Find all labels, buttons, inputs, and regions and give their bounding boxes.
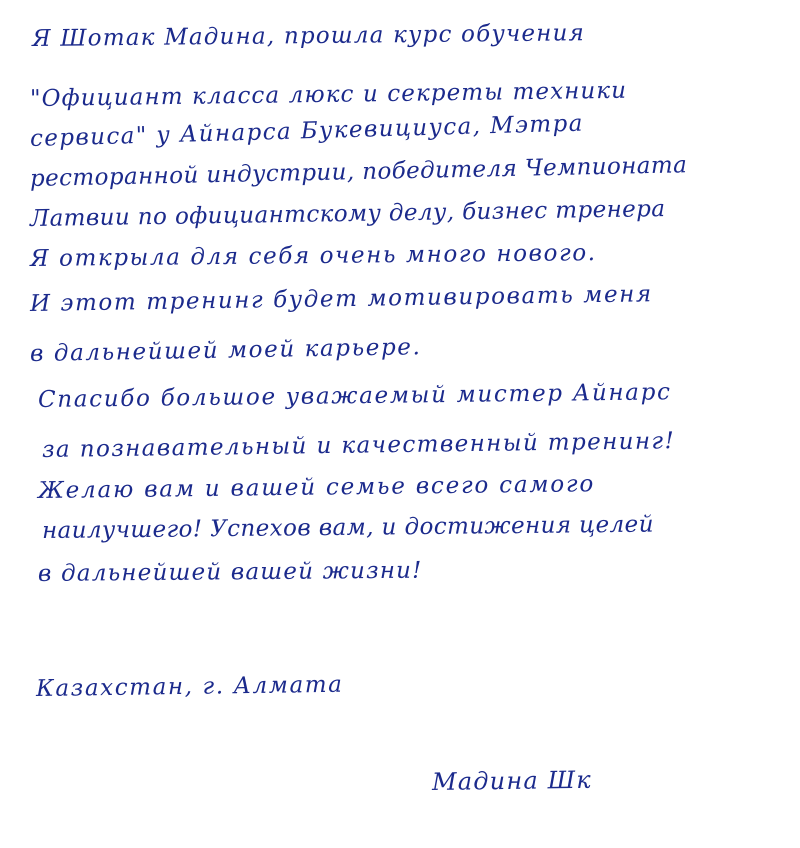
letter-line: Латвии по официантскому делу, бизнес тренера bbox=[29, 196, 666, 232]
letter-line: сервиса" у Айнарса Букевициуса, Мэтра bbox=[29, 110, 585, 152]
letter-line: Желаю вам и вашей семье всего самого bbox=[37, 471, 596, 504]
letter-line: в дальнейшей моей карьере. bbox=[29, 334, 422, 367]
letter-line: Я Шотак Мадина, прошла курс обучения bbox=[31, 20, 586, 52]
letter-line: ресторанной индустрии, победителя Чемпионата bbox=[29, 152, 688, 192]
letter-line: наилучшего! Успехов вам, и достижения целей bbox=[41, 511, 654, 544]
place-line: Казахстан, г. Алмата bbox=[35, 671, 344, 702]
letter-line: Я открыла для себя очень много нового. bbox=[29, 240, 597, 272]
signature: Мадина Шк bbox=[431, 765, 593, 796]
letter-line: за познавательный и качественный тренинг! bbox=[41, 428, 676, 463]
letter-line: "Официант класса люкс и секреты техники bbox=[29, 77, 628, 112]
letter-line: Спасибо большое уважаемый мистер Айнарс bbox=[37, 379, 672, 413]
letter-line: И этот тренинг будет мотивировать меня bbox=[29, 281, 653, 317]
letter-line: в дальнейшей вашей жизни! bbox=[37, 557, 423, 587]
